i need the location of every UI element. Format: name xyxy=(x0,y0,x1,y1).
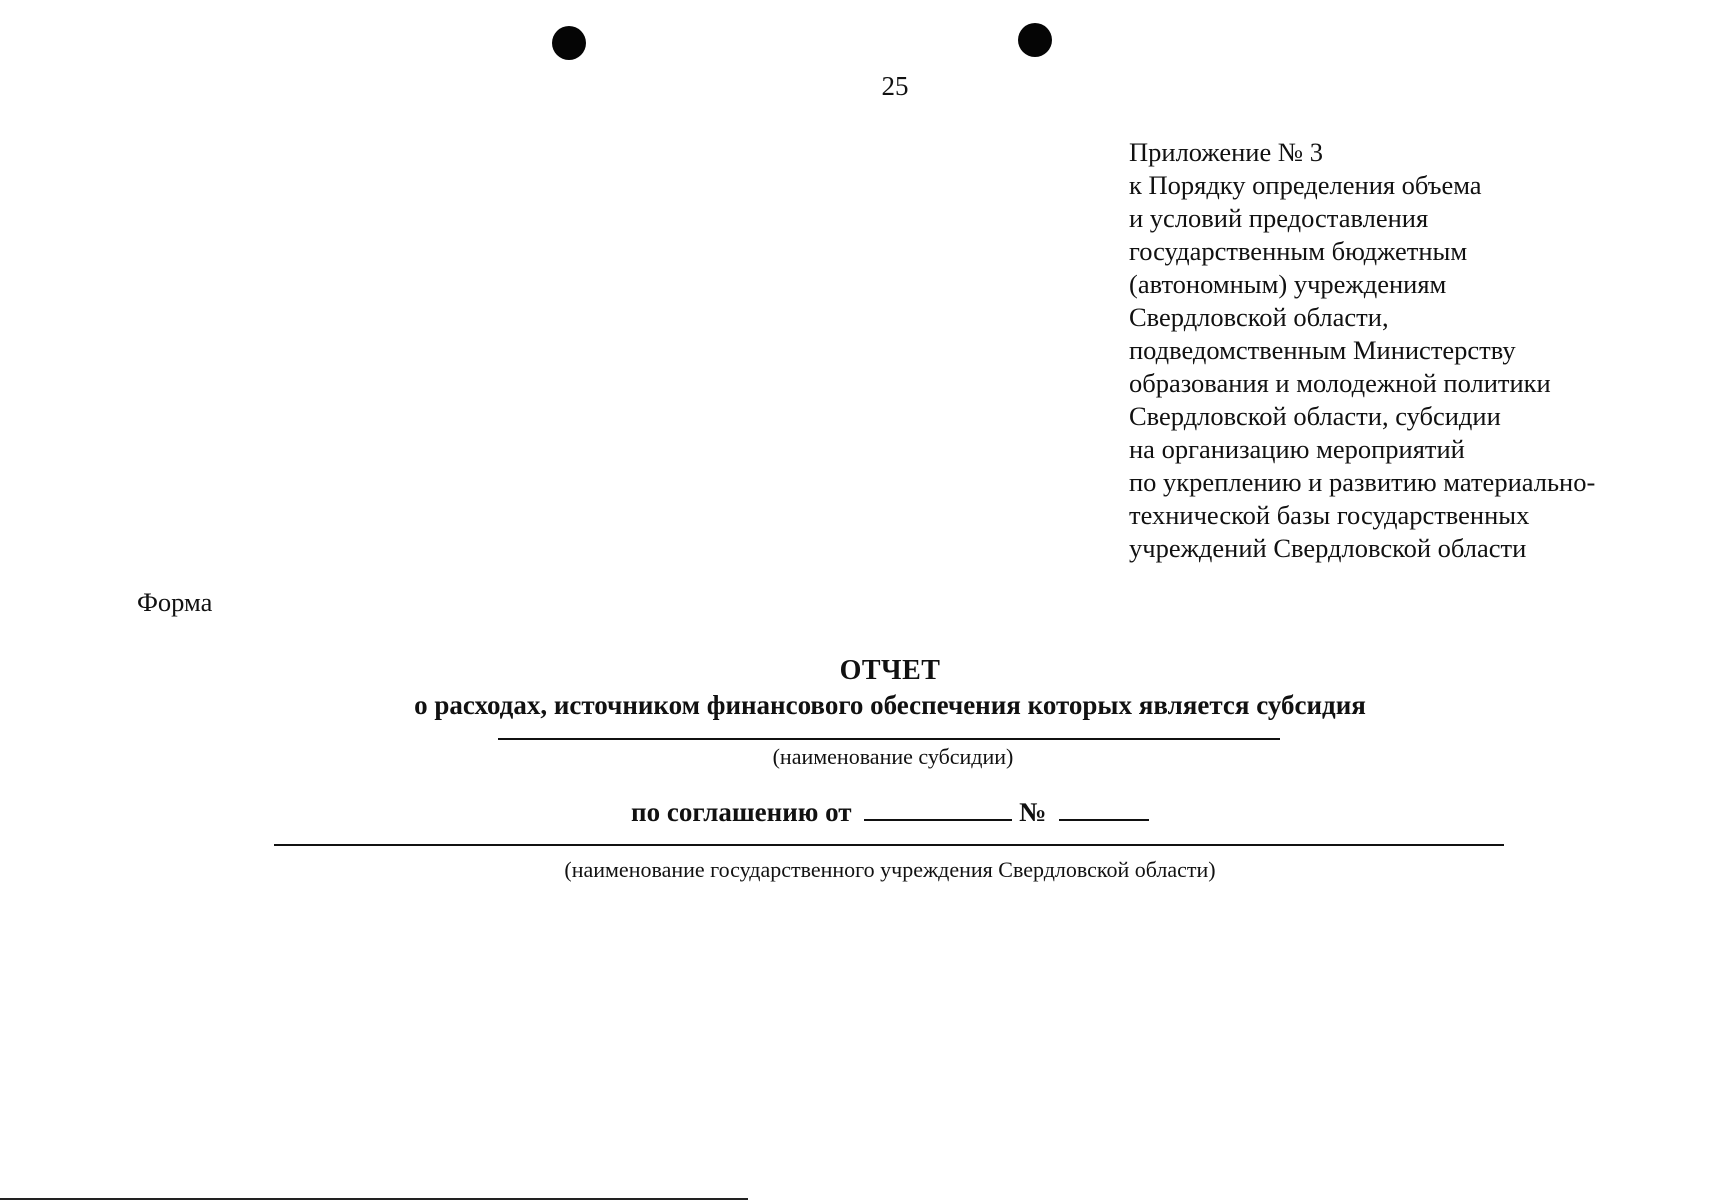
page-number: 25 xyxy=(881,71,909,101)
appendix-line: государственным бюджетным xyxy=(1129,236,1468,266)
appendix-line: образования и молодежной политики xyxy=(1129,368,1551,398)
appendix-line: учреждений Свердловской области xyxy=(1129,533,1527,563)
punch-hole-left xyxy=(552,26,586,60)
appendix-line: подведомственным Министерству xyxy=(1129,335,1516,365)
institution-name-caption: (наименование государственного учреждения Свердловской области) xyxy=(564,857,1216,882)
subsidy-name-caption: (наименование субсидии) xyxy=(772,744,1014,769)
appendix-line: Свердловской области, xyxy=(1129,302,1389,332)
agreement-number-field[interactable] xyxy=(1059,795,1149,821)
appendix-line: на организацию мероприятий xyxy=(1129,434,1465,464)
report-title: ОТЧЕТ xyxy=(839,655,941,686)
subsidy-name-field[interactable] xyxy=(498,738,1280,740)
form-label: Форма xyxy=(137,587,213,617)
appendix-heading xyxy=(1129,136,1689,565)
report-subtitle: о расходах, источником финансового обеспечения которых является субсидия xyxy=(414,690,1366,720)
agreement-prefix: по соглашению от xyxy=(631,797,852,827)
agreement-date-field[interactable] xyxy=(864,795,1012,821)
appendix-line: технической базы государственных xyxy=(1129,500,1530,530)
appendix-line: к Порядку определения объема xyxy=(1129,170,1482,200)
institution-name-field[interactable] xyxy=(274,844,1504,846)
appendix-line: и условий предоставления xyxy=(1129,203,1429,233)
appendix-line: Свердловской области, субсидии xyxy=(1129,401,1501,431)
agreement-number-sign: № xyxy=(1019,797,1047,827)
appendix-line: по укреплению и развитию материально- xyxy=(1129,467,1596,497)
agreement-line xyxy=(0,795,1710,828)
appendix-line: Приложение № 3 xyxy=(1129,137,1324,167)
punch-hole-right xyxy=(1018,23,1052,57)
appendix-line: (автономным) учреждениям xyxy=(1129,269,1447,299)
